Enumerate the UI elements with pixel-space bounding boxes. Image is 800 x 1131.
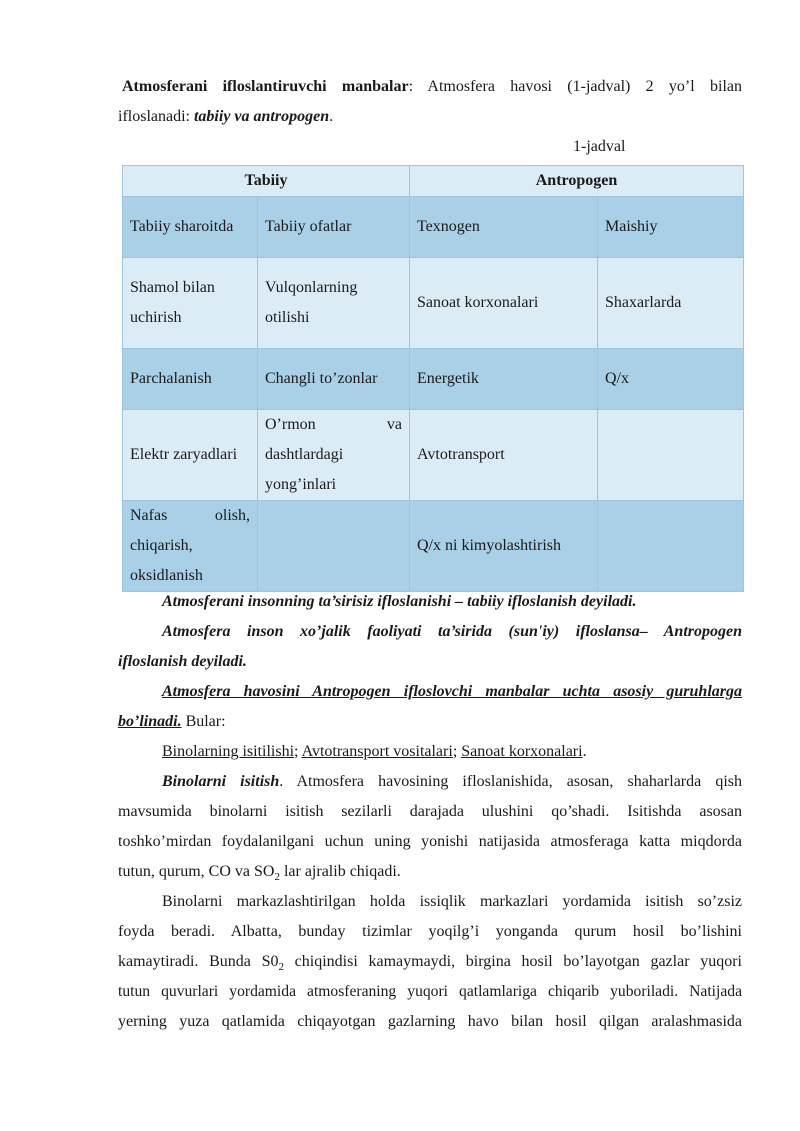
table-cell: Texnogen <box>410 197 598 258</box>
group-heating: Binolarning isitilishi <box>162 743 295 760</box>
para-heating-line-2: mavsumida binolarni isitish sezilarli darajada ulushini qo’shadi. Isitishda asosan <box>118 803 742 820</box>
table-cell: Q/x <box>598 349 744 410</box>
table-cell: Energetik <box>410 349 598 410</box>
para-central-line-2: foyda beradi. Albatta, bunday tizimlar yoqilg’i yonganda qurum hosil bo’lishini <box>118 923 742 940</box>
header-anthropogenic: Antropogen <box>410 166 744 197</box>
statement-anthropogen-line-2: ifloslanish deyiladi. <box>118 653 247 670</box>
table-cell: Shamol bilan uchirish <box>123 258 258 349</box>
table-row <box>123 501 744 592</box>
table-cell <box>598 410 744 501</box>
table-cell: Vulqonlarning otilishi <box>258 258 410 349</box>
table-cell: Tabiiy sharoitda <box>123 197 258 258</box>
table-cell: Shaxarlarda <box>598 258 744 349</box>
statement-anthropogen-line-1: Atmosfera inson xo’jalik faoliyati ta’sirida (sun'iy) ifloslansa– Antropogen <box>162 623 742 640</box>
intro-emphasis: tabiiy va antropogen <box>193 108 330 125</box>
pollution-sources-table <box>122 165 744 592</box>
statement-groups-line-1: Atmosfera havosini Antropogen ifloslovchi manbalar uchta asosiy guruhlarga <box>162 683 742 700</box>
table-cell: Nafas olish, chiqarish, oksidlanish <box>123 501 258 592</box>
intro-bold-term: Atmosferani ifloslantiruvchi manbalar <box>122 78 409 95</box>
para-heating-line-1: Binolarni isitish. Atmosfera havosining ifloslanishida, asosan, shaharlarda qish <box>162 773 742 790</box>
table-cell: Q/x ni kimyolashtirish <box>410 501 598 592</box>
table-subheader-row <box>123 197 744 258</box>
header-natural: Tabiiy <box>123 166 410 197</box>
table-cell: Tabiiy ofatlar <box>258 197 410 258</box>
table-row <box>123 349 744 410</box>
para-heating-line-3: toshko’mirdan foydalanilgani uchun uning yonishi natijasida atmosferaga katta miqdorda <box>118 833 742 850</box>
table-cell <box>258 501 410 592</box>
table-cell: O’rmon va dashtlardagi yong’inlari <box>258 410 410 501</box>
table-row <box>123 258 744 349</box>
statement-natural-pollution: Atmosferani insonning ta’sirisiz ifloslanishi – tabiiy ifloslanish deyiladi. <box>162 593 637 610</box>
intro-line-1: Atmosferani ifloslantiruvchi manbalar: Atmosfera havosi (1-jadval) 2 yo’l bilan <box>122 78 742 95</box>
table-row <box>123 410 744 501</box>
para-central-line-4: tutun quvurlari yordamida atmosferaning yuqori qatlamlariga chiqarib yuboriladi. Natijada <box>118 983 742 1000</box>
source-groups-list: Binolarning isitilishi; Avtotransport vositalari; Sanoat korxonalari. <box>162 743 587 760</box>
group-industry: Sanoat korxonalari <box>461 743 583 760</box>
table-cell: Sanoat korxonalari <box>410 258 598 349</box>
para-central-line-5: yerning yuza qatlamida chiqayotgan gazlarning havo bilan hosil qilgan aralashmasida <box>118 1013 742 1030</box>
table-cell <box>598 501 744 592</box>
table-caption: 1-jadval <box>573 138 626 155</box>
table-cell: Avtotransport <box>410 410 598 501</box>
para-heating-line-4: tutun, qurum, CO va $SO_2$ lar ajralib chiqadi. <box>118 863 401 884</box>
table-cell: Elektr zaryadlari <box>123 410 258 501</box>
intro-line-2: ifloslanadi: tabiiy va antropogen. <box>118 108 334 125</box>
table-cell: Maishiy <box>598 197 744 258</box>
group-transport: Avtotransport vositalari <box>301 743 453 760</box>
table-cell: Parchalanish <box>123 349 258 410</box>
statement-groups-line-2: bo’linadi. Bular: <box>118 713 226 730</box>
table-header-row <box>123 166 744 197</box>
para-central-line-1: Binolarni markazlashtirilgan holda issiqlik markazlari yordamida isitish so’zsiz <box>162 893 742 910</box>
para-central-line-3: kamaytiradi. Bunda $S0_2$ chiqindisi kamaymaydi, birgina hosil bo’layotgan gazlar yuqori <box>118 953 743 974</box>
table-cell: Changli to’zonlar <box>258 349 410 410</box>
